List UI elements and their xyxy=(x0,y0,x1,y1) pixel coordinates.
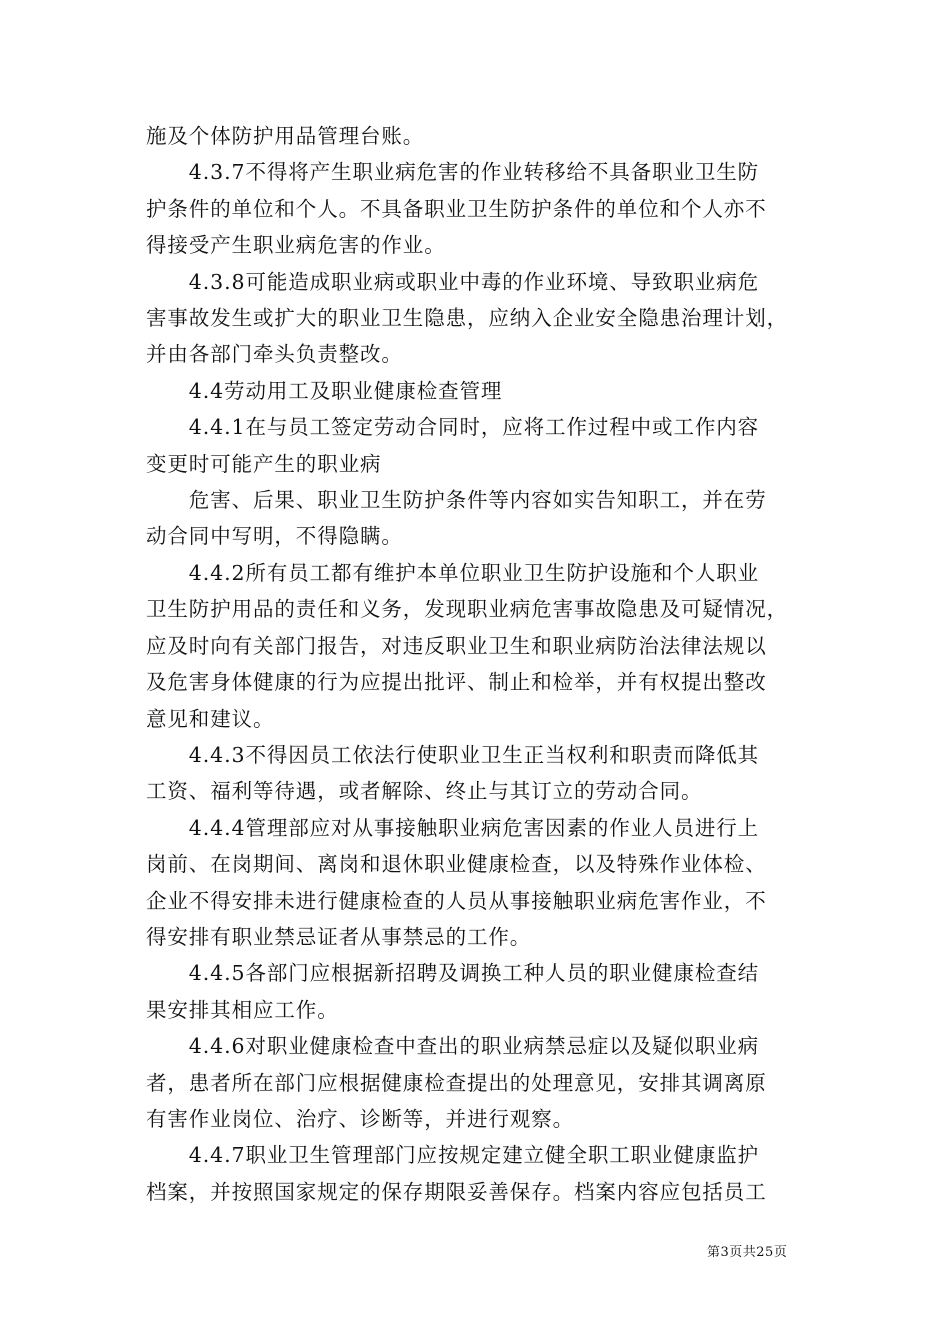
text-line: 有害作业岗位、治疗、诊断等，并进行观察。 xyxy=(146,1106,574,1131)
body-text xyxy=(146,118,806,1210)
text-line: 卫生防护用品的责任和义务，发现职业病危害事故隐患及可疑情况， xyxy=(146,597,788,622)
text-line: 意见和建议。 xyxy=(146,706,275,731)
text-line: 及危害身体健康的行为应提出批评、制止和检举，并有权提出整改 xyxy=(146,670,767,695)
text-line: 变更时可能产生的职业病 xyxy=(146,451,382,476)
text-line: 4.4.2所有员工都有维护本单位职业卫生防护设施和个人职业 xyxy=(146,560,760,585)
text-line: 者，患者所在部门应根据健康检查提出的处理意见，安排其调离原 xyxy=(146,1070,767,1095)
text-line: 4.4.1在与员工签定劳动合同时，应将工作过程中或工作内容 xyxy=(146,415,760,440)
text-line: 护条件的单位和个人。不具备职业卫生防护条件的单位和个人亦不 xyxy=(146,196,767,221)
text-line: 4.4.5各部门应根据新招聘及调换工种人员的职业健康检查结 xyxy=(146,961,760,986)
text-line: 危害、后果、职业卫生防护条件等内容如实告知职工，并在劳 xyxy=(146,488,767,513)
text-line: 并由各部门牵头负责整改。 xyxy=(146,342,403,367)
text-line: 岗前、在岗期间、离岗和退休职业健康检查，以及特殊作业体检、 xyxy=(146,852,767,877)
text-line: 4.3.7不得将产生职业病危害的作业转移给不具备职业卫生防 xyxy=(146,160,760,185)
page-number: 第3页共25页 xyxy=(707,1245,788,1260)
text-line: 档案，并按照国家规定的保存期限妥善保存。档案内容应包括员工 xyxy=(146,1179,767,1204)
text-line: 应及时向有关部门报告，对违反职业卫生和职业病防治法律法规以 xyxy=(146,633,767,658)
text-line: 施及个体防护用品管理台账。 xyxy=(146,124,425,148)
text-line: 4.4.7职业卫生管理部门应按规定建立健全职工职业健康监护 xyxy=(146,1143,760,1168)
text-line: 4.4.6对职业健康检查中查出的职业病禁忌症以及疑似职业病 xyxy=(146,1034,760,1059)
text-line: 4.4.4管理部应对从事接触职业病危害因素的作业人员进行上 xyxy=(146,815,760,840)
text-line: 果安排其相应工作。 xyxy=(146,997,339,1022)
text-line: 4.3.8可能造成职业病或职业中毒的作业环境、导致职业病危 xyxy=(146,269,760,294)
text-line: 工资、福利等待遇，或者解除、终止与其订立的劳动合同。 xyxy=(146,779,703,804)
text-line: 得安排有职业禁忌证者从事禁忌的工作。 xyxy=(146,924,532,949)
text-line: 害事故发生或扩大的职业卫生隐患，应纳入企业安全隐患治理计划， xyxy=(146,306,788,331)
text-line: 得接受产生职业病危害的作业。 xyxy=(146,233,446,258)
text-line: 企业不得安排未进行健康检查的人员从事接触职业病危害作业，不 xyxy=(146,888,767,913)
section-heading: 4.4劳动用工及职业健康检查管理 xyxy=(146,378,503,403)
text-line: 动合同中写明，不得隐瞒。 xyxy=(146,524,403,549)
text-line: 4.4.3不得因员工依法行使职业卫生正当权利和职责而降低其 xyxy=(146,742,760,767)
